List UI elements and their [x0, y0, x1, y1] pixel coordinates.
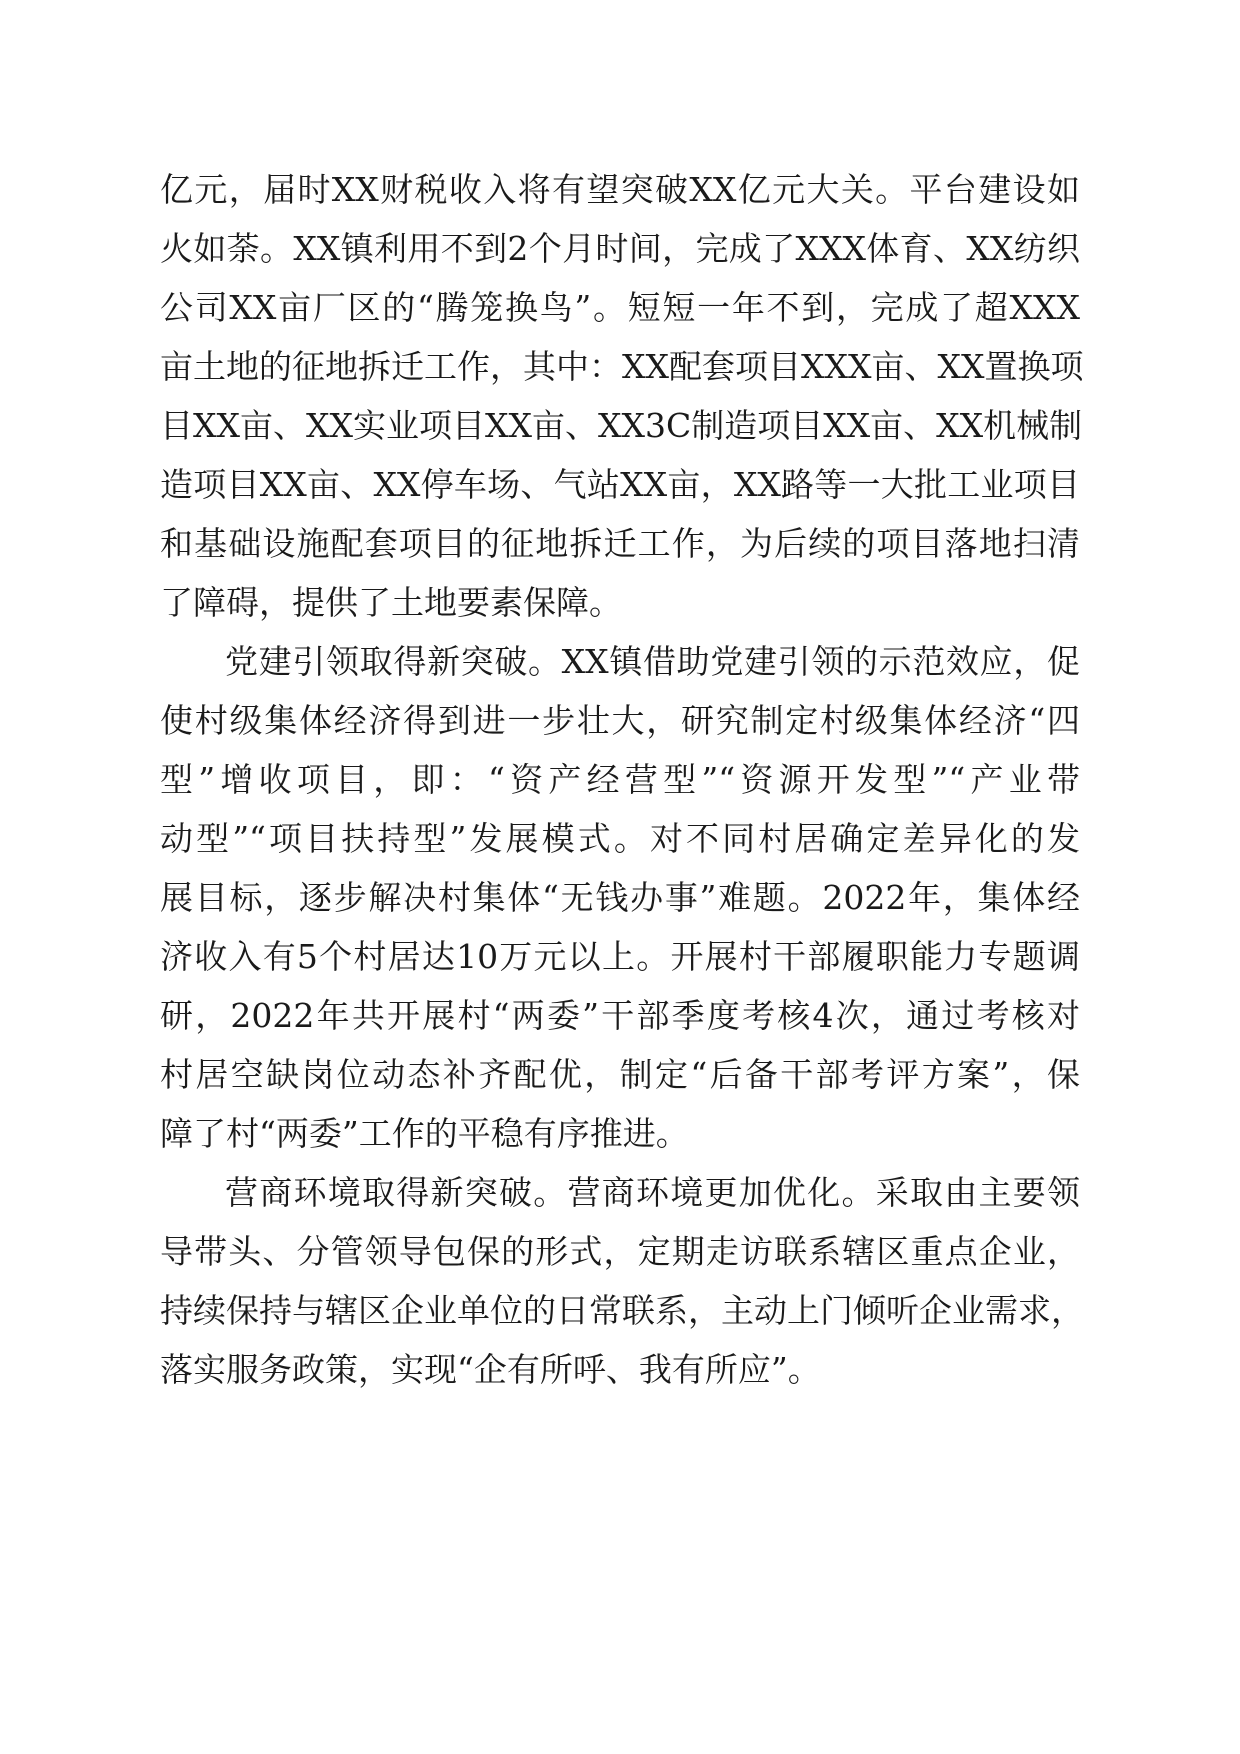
text-line: 展目标，逐步解决村集体“无钱办事”难题。2022年，集体经: [160, 878, 1080, 917]
text-line: 亩土地的征地拆迁工作，其中：XX配套项目XXX亩、XX置换项: [160, 347, 1084, 386]
text-line: 持续保持与辖区企业单位的日常联系，主动上门倾听企业需求，: [160, 1291, 1084, 1330]
text-line: 落实服务政策，实现“企有所呼、我有所应”。: [160, 1350, 821, 1389]
text-line: 动型”“项目扶持型”发展模式。对不同村居确定差异化的发: [160, 819, 1080, 858]
text-line: 造项目XX亩、XX停车场、气站XX亩，XX路等一大批工业项目: [160, 465, 1080, 504]
text-line: 火如荼。XX镇利用不到2个月时间，完成了XXX体育、XX纺织: [160, 229, 1080, 268]
text-line: 亿元，届时XX财税收入将有望突破XX亿元大关。平台建设如: [160, 170, 1080, 209]
text-line: 村居空缺岗位动态补齐配优，制定“后备干部考评方案”，保: [160, 1055, 1080, 1094]
text-line: 使村级集体经济得到进一步壮大，研究制定村级集体经济“四: [160, 701, 1080, 740]
text-line: 济收入有5个村居达10万元以上。开展村干部履职能力专题调: [160, 937, 1080, 976]
text-line: 型”增收项目，即：“资产经营型”“资源开发型”“产业带: [160, 760, 1080, 799]
text-line: 公司XX亩厂区的“腾笼换鸟”。短短一年不到，完成了超XXX: [160, 288, 1080, 327]
text-line: 障了村“两委”工作的平稳有序推进。: [160, 1114, 689, 1153]
text-line: 营商环境取得新突破。营商环境更加优化。采取由主要领: [225, 1173, 1080, 1212]
text-line: 党建引领取得新突破。XX镇借助党建引领的示范效应，促: [225, 642, 1080, 681]
text-line: 研，2022年共开展村“两委”干部季度考核4次，通过考核对: [160, 996, 1080, 1035]
text-line: 和基础设施配套项目的征地拆迁工作，为后续的项目落地扫清: [160, 524, 1080, 563]
text-line: 导带头、分管领导包保的形式，定期走访联系辖区重点企业，: [160, 1232, 1080, 1271]
text-line: 目XX亩、XX实业项目XX亩、XX3C制造项目XX亩、XX机械制: [160, 406, 1083, 445]
text-line: 了障碍，提供了土地要素保障。: [160, 583, 622, 622]
